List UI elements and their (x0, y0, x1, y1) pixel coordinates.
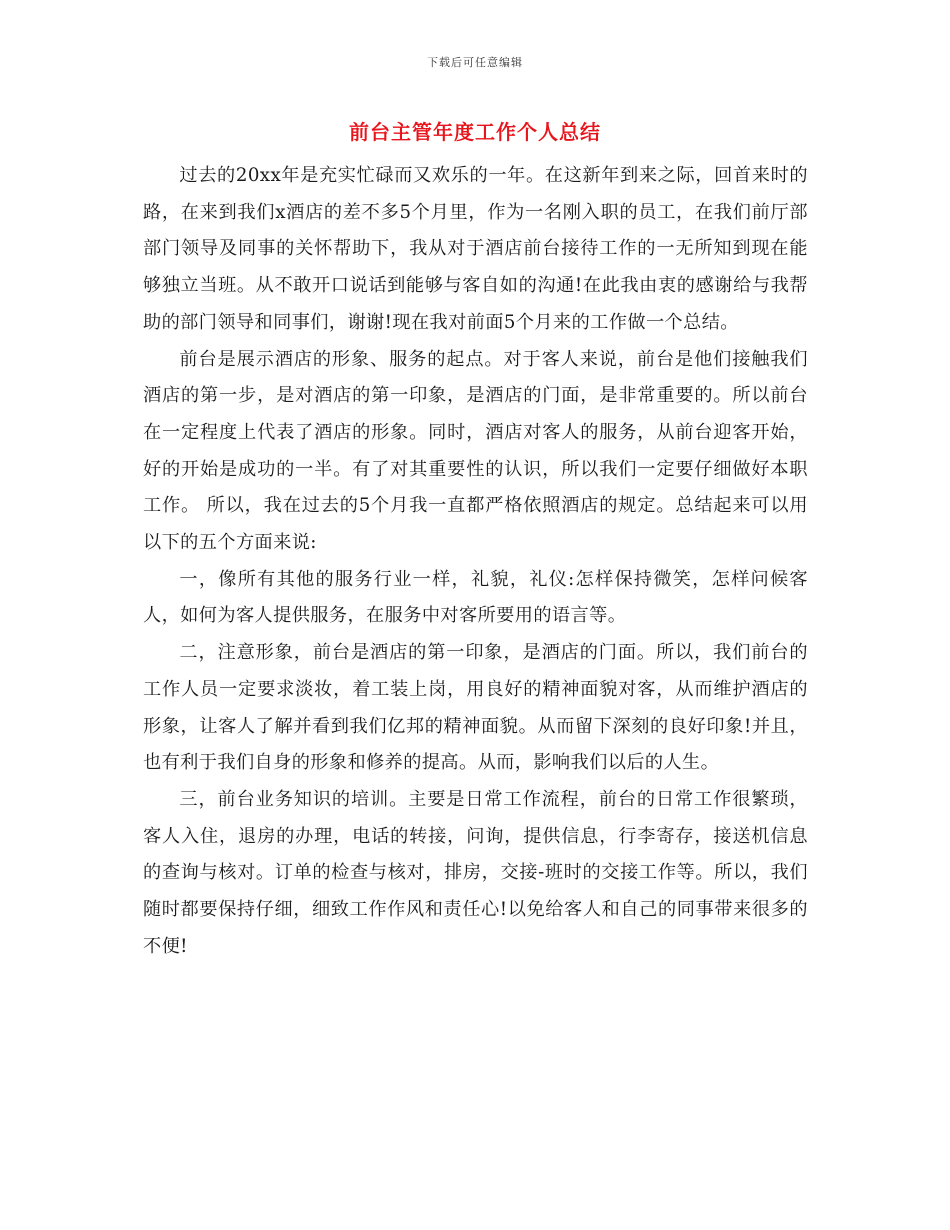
paragraph-4: 二，注意形象，前台是酒店的第一印象，是酒店的门面。所以，我们前台的工作人员一定要求淡妆，着工装上岗，用良好的精神面貌对客，从而维护酒店的形象，让客人了解并看到我们亿邦的精神面貌。从而留下深刻的良好印象!并且，也有利于我们自身的形象和修养的提高。从而，影响我们以后的人生。 (143, 642, 808, 774)
paragraph-3: 一，像所有其他的服务行业一样，礼貌，礼仪:怎样保持微笑，怎样问候客人，如何为客人提供服务，在服务中对客所要用的语言等。 (143, 568, 808, 627)
paragraph-1: 过去的20xx年是充实忙碌而又欢乐的一年。在这新年到来之际，回首来时的路，在来到我们x酒店的差不多5个月里，作为一名刚入职的员工，在我们前厅部部门领导及同事的关怀帮助下，我从对于酒店前台接待工作的一无所知到现在能够独立当班。从不敢开口说话到能够与客自如的沟通!在此我由衷的感谢给与我帮助的部门领导和同事们，谢谢!现在我对前面5个月来的工作做一个总结。 (143, 165, 808, 333)
paragraph-5: 三，前台业务知识的培训。主要是日常工作流程，前台的日常工作很繁琐，客人入住，退房的办理，电话的转接，问询，提供信息，行李寄存，接送机信息的查询与核对。订单的检查与核对，排房，交接-班时的交接工作等。所以，我们随时都要保持仔细，细致工作作风和责任心!以免给客人和自己的同事带来很多的不便! (143, 788, 808, 957)
header-note: 下载后可任意编辑 (427, 56, 523, 69)
document-body (143, 158, 808, 965)
document-title: 前台主管年度工作个人总结 (349, 120, 601, 144)
paragraph-2: 前台是展示酒店的形象、服务的起点。对于客人来说，前台是他们接触我们酒店的第一步，是对酒店的第一印象，是酒店的门面，是非常重要的。所以前台在一定程度上代表了酒店的形象。同时，酒店对客人的服务，从前台迎客开始，好的开始是成功的一半。有了对其重要性的认识，所以我们一定要仔细做好本职工作。 所以，我在过去的5个月我一直都严格依照酒店的规定。总结起来可以用以下的五个方面来说: (143, 348, 808, 554)
